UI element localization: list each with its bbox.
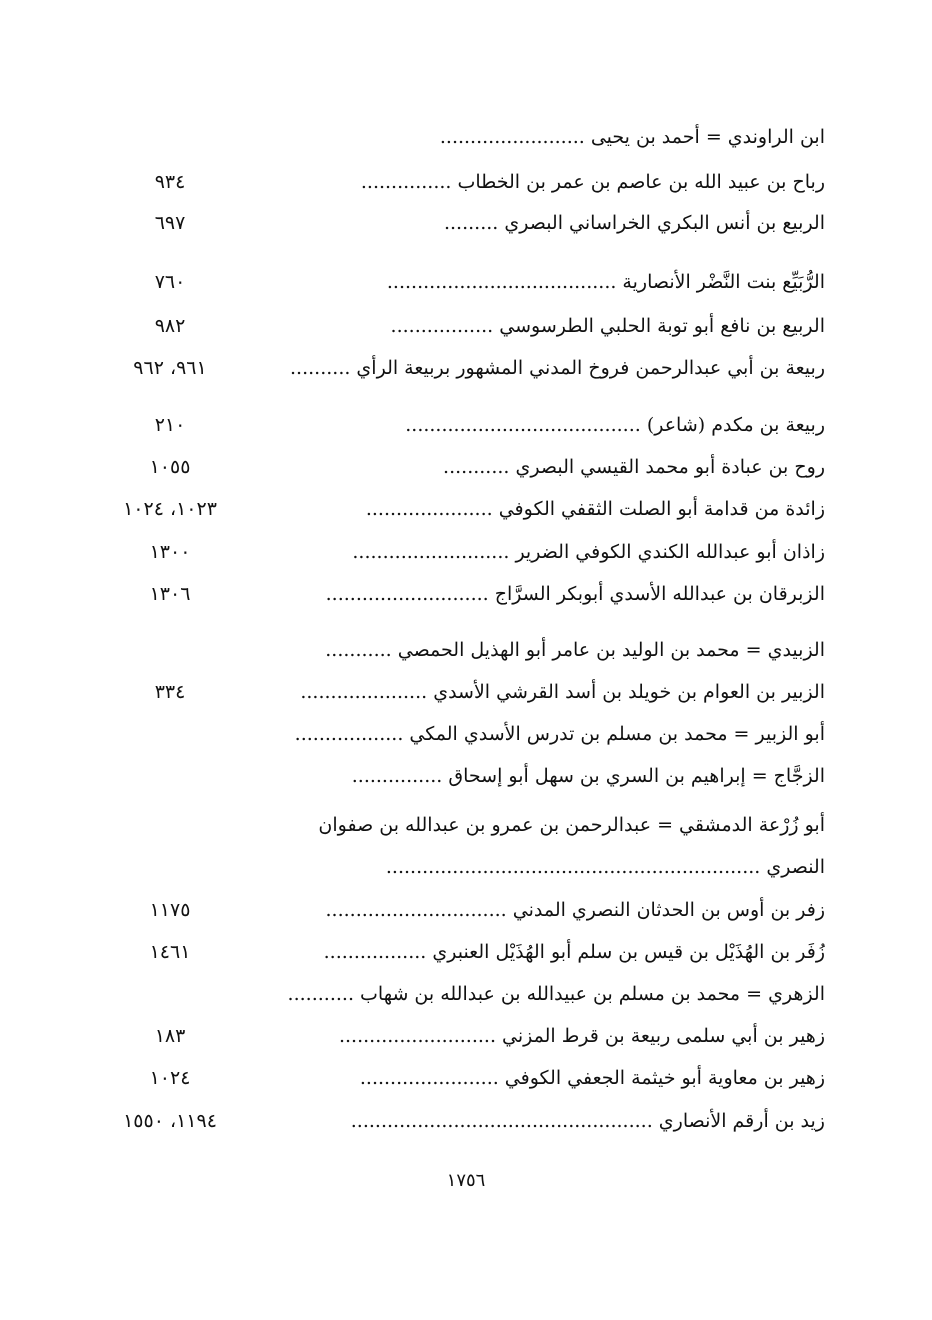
entry-page bbox=[100, 714, 240, 754]
index-entry bbox=[100, 117, 825, 157]
index-entry bbox=[100, 306, 825, 346]
entry-name: ربيعة بن أبي عبدالرحمن فروخ المدني المشهور بربيعة الرأي .......... bbox=[290, 357, 825, 379]
entry-page: ١٠٥٥ bbox=[149, 456, 191, 478]
entry-name: زفر بن أوس بن الحدثان النصري المدني .............................. bbox=[325, 899, 825, 921]
entry-page bbox=[100, 630, 240, 670]
page-number: ١٧٥٦ bbox=[446, 1170, 486, 1191]
entry-page: ٧٦٠ bbox=[154, 271, 186, 293]
entry-name: الربيع بن نافع أبو توبة الحلبي الطرسوسي ................. bbox=[390, 315, 825, 337]
entry-name: زاذان أبو عبدالله الكندي الكوفي الضرير .......................... bbox=[352, 541, 825, 563]
entry-page: ٩٨٢ bbox=[154, 315, 186, 337]
entry-page: ١٣٠٠ bbox=[149, 541, 191, 563]
entry-page: ١٨٣ bbox=[154, 1025, 186, 1047]
entry-page: ١٠٢٣، ١٠٢٤ bbox=[123, 498, 217, 520]
entry-page: ١٠٢٤ bbox=[149, 1067, 191, 1089]
index-entry bbox=[100, 574, 825, 614]
index-entry bbox=[100, 447, 825, 487]
entry-page: ١١٧٥ bbox=[149, 899, 191, 921]
index-entry bbox=[100, 348, 825, 388]
entry-name: الزبرقان بن عبدالله الأسدي أبوبكر السرَّاج ........................... bbox=[325, 583, 825, 605]
entry-name: زيد بن أرقم الأنصاري .................................................. bbox=[350, 1110, 825, 1132]
index-entry bbox=[100, 805, 825, 845]
index-entry bbox=[100, 203, 825, 243]
entry-name: زائدة من قدامة أبو الصلت الثقفي الكوفي ..................... bbox=[365, 498, 825, 520]
entry-name: زهير بن أبي سلمى ربيعة بن قرط المزني .......................... bbox=[338, 1025, 825, 1047]
index-entry bbox=[100, 162, 825, 202]
entry-name: النصري .............................................................. bbox=[385, 856, 825, 878]
index-entry bbox=[100, 262, 825, 302]
entry-name: أبو زُرْعة الدمشقي = عبدالرحمن بن عمرو بن عبدالله بن صفوان bbox=[318, 814, 825, 836]
index-entry bbox=[100, 1058, 825, 1098]
entry-page: ٢١٠ bbox=[154, 414, 186, 436]
entry-name: الرُّبَيِّع بنت النَّضْر الأنصارية ...................................... bbox=[386, 271, 825, 293]
entry-name: ربيعة بن مكدم (شاعر) ....................................... bbox=[405, 414, 825, 436]
entry-page bbox=[100, 756, 240, 796]
entry-page: ٩٦١، ٩٦٢ bbox=[133, 357, 207, 379]
entry-name: زُفَر بن الهُذَيْل بن قيس بن سلم أبو الهُذَيْل العنبري ................. bbox=[323, 941, 825, 963]
index-entry bbox=[100, 1016, 825, 1056]
entry-name: الزبير بن العوام بن خويلد بن أسد القرشي الأسدي ..................... bbox=[300, 681, 825, 703]
index-entry bbox=[100, 974, 825, 1014]
entry-page: ١٣٠٦ bbox=[149, 583, 191, 605]
entry-page: ٦٩٧ bbox=[154, 212, 186, 234]
entry-page: ١١٩٤، ١٥٥٠ bbox=[123, 1110, 217, 1132]
entry-name: رباح بن عبيد الله بن عاصم بن عمر بن الخطاب ............... bbox=[360, 171, 825, 193]
entry-name: الزبيدي = محمد بن الوليد بن عامر أبو الهذيل الحمصي ........... bbox=[325, 639, 825, 661]
entry-page bbox=[100, 974, 240, 1014]
index-entry bbox=[100, 405, 825, 445]
entry-page bbox=[100, 117, 240, 157]
entry-name: الزجَّاج = إبراهيم بن السري بن سهل أبو إسحاق ............... bbox=[351, 765, 825, 787]
entry-name: زهير بن معاوية أبو خيثمة الجعفي الكوفي ....................... bbox=[359, 1067, 825, 1089]
entry-name: الزهري = محمد بن مسلم بن عبيدالله بن عبدالله بن شهاب ........... bbox=[287, 983, 825, 1005]
index-entry bbox=[100, 714, 825, 754]
entry-page bbox=[100, 847, 240, 887]
index-entry bbox=[100, 756, 825, 796]
index-entry bbox=[100, 672, 825, 712]
entry-page: ١٤٦١ bbox=[149, 941, 191, 963]
entry-name: روح بن عبادة أبو محمد القيسي البصري ........... bbox=[443, 456, 825, 478]
index-entry bbox=[100, 532, 825, 572]
index-entry bbox=[100, 1101, 825, 1141]
entry-name: أبو الزبير = محمد بن مسلم بن تدرس الأسدي المكي .................. bbox=[294, 723, 825, 745]
index-entry bbox=[100, 630, 825, 670]
index-entry bbox=[100, 489, 825, 529]
entry-name: ابن الراوندي = أحمد بن يحيى ........................ bbox=[439, 126, 825, 148]
entry-page: ٩٣٤ bbox=[154, 171, 186, 193]
entry-page bbox=[100, 805, 240, 845]
entry-page: ٣٣٤ bbox=[154, 681, 186, 703]
index-entry-continuation bbox=[100, 847, 825, 887]
entry-name: الربيع بن أنس البكري الخراساني البصري ......... bbox=[443, 212, 825, 234]
index-entry bbox=[100, 890, 825, 930]
index-entry bbox=[100, 932, 825, 972]
